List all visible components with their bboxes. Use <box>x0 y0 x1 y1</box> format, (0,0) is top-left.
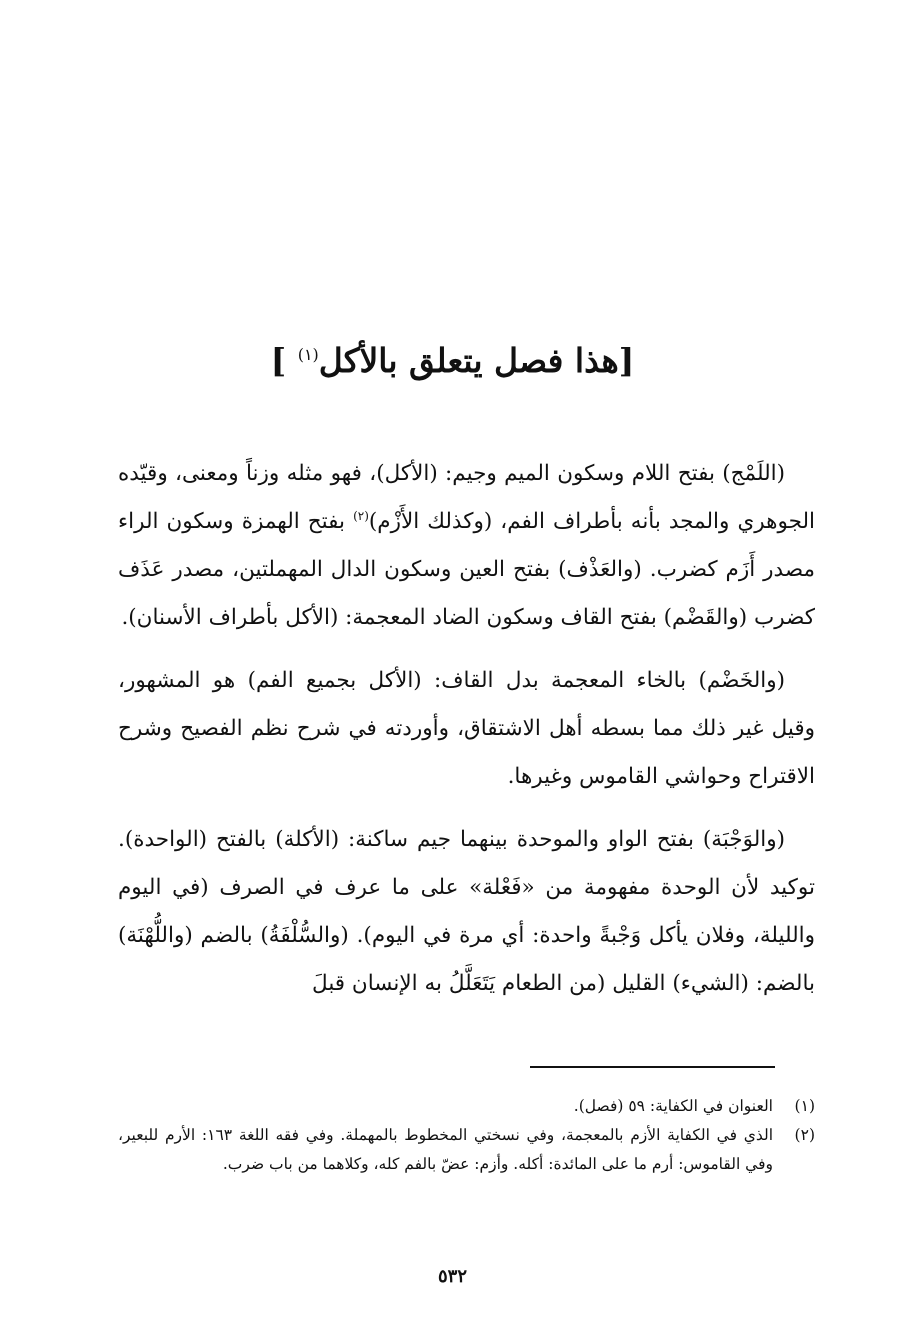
paragraph-text: (اللَمْج) بفتح اللام وسكون الميم وجيم: (الأكل)، فهو مثله وزناً ومعنى، وقيّده الجوهري والمجد بأنه بأطراف الفم، (وكذلك الأَزْم) <box>118 461 815 534</box>
footnote-marker-2: (٢) <box>353 508 369 523</box>
chapter-title-text: [هذا فصل يتعلق بالأكل <box>318 341 635 380</box>
footnotes <box>118 1092 815 1179</box>
main-text <box>118 450 815 1023</box>
footnote-text: العنوان في الكفاية: ٥٩ (فصل). <box>573 1097 773 1115</box>
footnote-separator <box>530 1066 775 1068</box>
paragraph-text: بفتح الهمزة وسكون الراء مصدر أَزَم كضرب. (والعَذْف) بفتح العين وسكون الدال المهملتين، مصدر عَذَف كضرب (والقَضْم) بفتح القاف وسكون الضاد المعجمة: (الأكل بأطراف الأسنان). <box>118 509 815 630</box>
paragraph: (والوَجْبَة) بفتح الواو والموحدة بينهما جيم ساكنة: (الأكلة) بالفتح (الواحدة). توكيد لأن الوحدة مفهومة من «فَعْلة» على ما عرف في الصرف (في اليوم والليلة، وفلان يأكل وَجْبةً واحدة: أي مرة في اليوم). (والسُّلْفَةُ) بالضم (واللُّهْنَة) بالضم: (الشيء) القليل (من الطعام يَتَعَلَّلُ به الإنسان قبلَ <box>118 827 815 996</box>
paragraph: (والخَضْم) بالخاء المعجمة بدل القاف: (الأكل بجميع الفم) هو المشهور، وقيل غير ذلك مما بسطه أهل الاشتقاق، وأوردته في شرح نظم الفصيح وشرح الاقتراح وحواشي القاموس وغيرها. <box>118 668 815 789</box>
chapter-title-close-bracket: ] <box>270 341 287 380</box>
paragraph <box>118 450 815 642</box>
chapter-title <box>0 330 905 386</box>
page-number: ٥٣٢ <box>437 1266 467 1287</box>
footnote <box>118 1092 815 1121</box>
footnote <box>118 1121 815 1179</box>
footnote-marker-1: (١) <box>297 345 319 364</box>
footnote-number: (٢) <box>794 1126 815 1144</box>
footnote-number: (١) <box>794 1097 815 1115</box>
footnote-text: الذي في الكفاية الأزم بالمعجمة، وفي نسختي المخطوط بالمهملة. وفي فقه اللغة ١٦٣: الأرم للبعير، وفي القاموس: أرم ما على المائدة: أكله. وأزم: عضّ بالفم كله، وكلاهما من باب ضرب. <box>118 1126 774 1173</box>
